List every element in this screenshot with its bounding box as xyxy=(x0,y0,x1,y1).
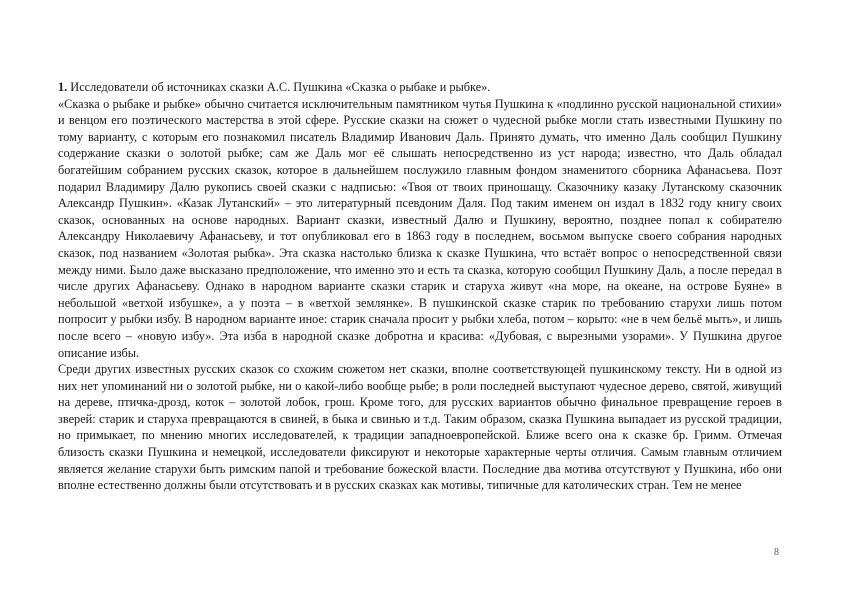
document-body xyxy=(58,79,782,494)
section-heading xyxy=(58,79,782,96)
section-number: 1. xyxy=(58,80,68,94)
paragraph: «Сказка о рыбаке и рыбке» обычно считается исключительным памятником чутья Пушкина к «подлинно русской национальной стихии» и венцом его поэтического мастерства в этой сфере. Русские сказки на сюжет о чудесной рыбке могли стать известными Пушкину по тому варианту, с которым его познакомил писатель Владимир Иванович Даль. Принято думать, что именно Даль сообщил Пушкину содержание сказки о золотой рыбке; сам же Даль мог её слышать непосредственно из уст народа; известно, что Даль обладал богатейшим собранием русских сказок, которое в дальнейшем послужило главным фондом знаменитого сборника Афанасьева. Поэт подарил Владимиру Далю рукопись своей сказки с надписью: «Твоя от твоих приношащу. Сказочнику казаку Лутанскому сказочник Александр Пушкин». «Казак Лутанский» – это литературный псевдоним Даля. Под таким именем он издал в 1832 году книгу своих сказок, основанных на основе народных. Вариант сказки, известный Далю и Пушкину, вероятно, позднее попал к собирателю Александру Николаевичу Афанасьеву, и тот опубликовал его в 1863 году в последнем, восьмом выпуске своего собрания народных сказок, под названием «Золотая рыбка». Эта сказка настолько близка к сказке Пушкина, что встаёт вопрос о непосредственной связи между ними. Было даже высказано предположение, что именно это и есть та сказка, которую сообщил Пушкину Даль, а после передал в числе других Афанасьеву. Однако в народном варианте сказки старик и старуха живут «на море, на океане, на острове Буяне» в небольшой «ветхой избушке», а у поэта – в «ветхой землянке». В пушкинской сказке старик по требованию старухи лишь потом попросит у рыбки избу. В народном варианте иное: старик сначала просит у рыбки хлеба, потом – корыто: «не в чем бельё мыть», и лишь после всего – «новую избу». Эта изба в народной сказке добротна и красива: «Дубовая, с вырезными узорами». У Пушкина другое описание избы. xyxy=(58,96,782,360)
page-number: 8 xyxy=(774,547,779,558)
section-title: Исследователи об источниках сказки А.С. Пушкина «Сказка о рыбаке и рыбке». xyxy=(67,80,491,94)
paragraph: Среди других известных русских сказок со схожим сюжетом нет сказки, вполне соответствующей пушкинскому тексту. Ни в одной из них нет упоминаний ни о золотой рыбке, ни о какой-либо вообще рыбе; в роли последней выступают чудесное дерево, святой, живущий на дереве, птичка-дрозд, коток – золотой лобок, грош. Кроме того, для русских вариантов обычно финальное превращение героев в зверей: старик и старуха превращаются в свиней, в быка и свинью и т.д. Таким образом, сказка Пушкина выпадает из русской традиции, но примыкает, по мнению многих исследователей, к традиции западноевропейской. Ближе всего она к сказке бр. Гримм. Отмечая близость сказки Пушкина и немецкой, исследователи фиксируют и некоторые характерные черты отличия. Самым главным отличием является желание старухи быть римским папой и требование божеской власти. Последние два мотива отсутствуют у Пушкина, ибо они вполне естественно должны были отсутствовать и в русских сказках как мотивы, типичные для католических стран. Тем не менее xyxy=(58,362,782,493)
